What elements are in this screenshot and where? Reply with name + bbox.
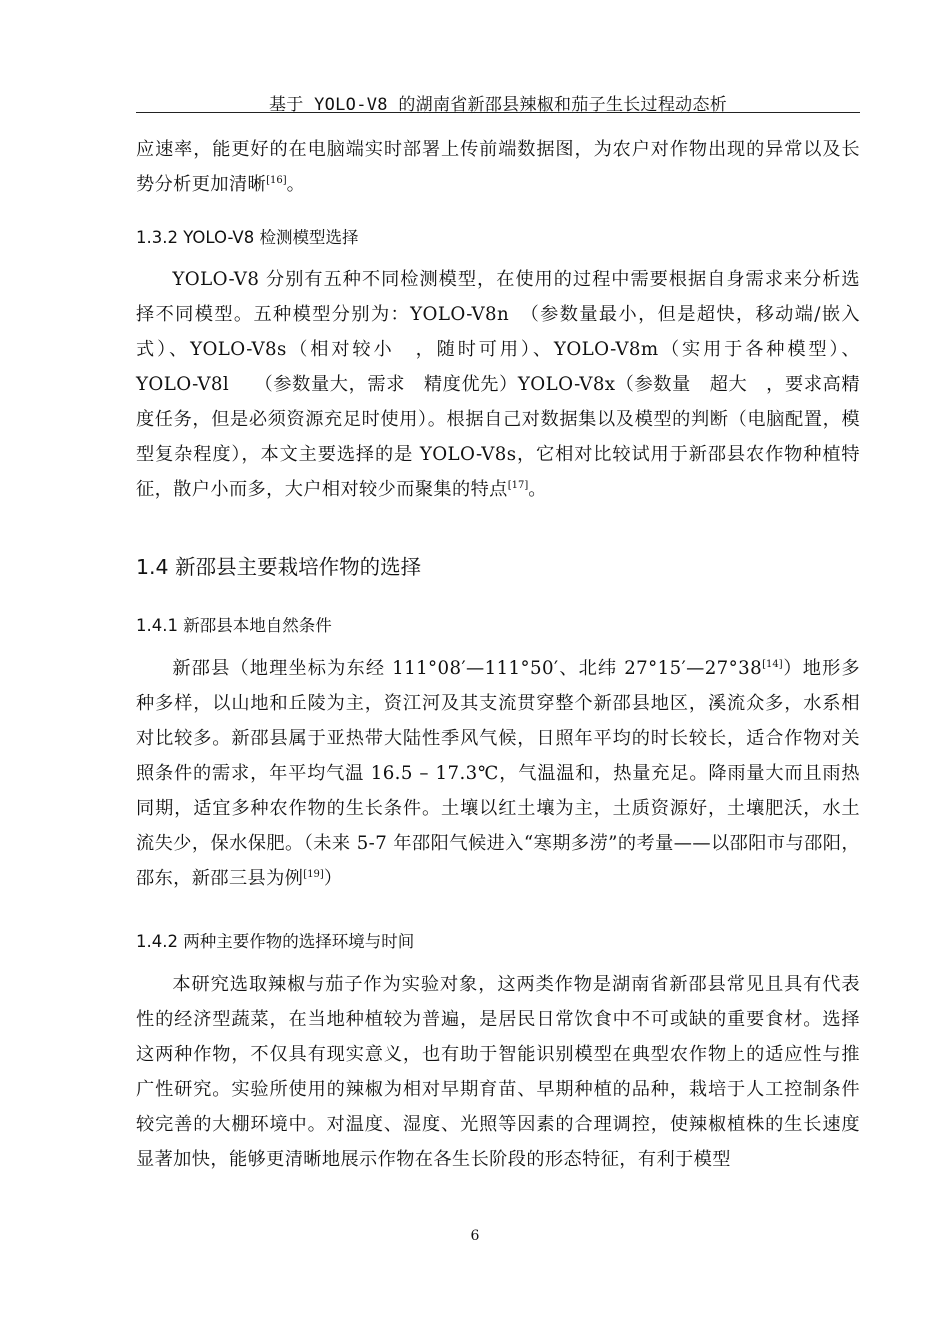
- heading-1-4: 1.4 新邵县主要栽培作物的选择: [136, 555, 422, 579]
- paragraph-1-4-2-text: 本研究选取辣椒与茄子作为实验对象，这两类作物是湖南省新邵县常见且具有代表性的经济型蔬菜，在当地种植较为普遍，是居民日常饮食中不可或缺的重要食材。选择这两种作物，不仅具有现实意义，也有助于智能识别模型在典型农作物上的适应性与推广性研究。实验所使用的辣椒为相对早期育苗、早期种植的品种，栽培于人工控制条件较完善的大棚环境中。对温度、湿度、光照等因素的合理调控，使辣椒植株的生长速度显著加快，能够更清晰地展示作物在各生长阶段的形态特征，有利于模型: [136, 974, 860, 1170]
- paragraph-1-4-1-text-b: ）地形多种多样，以山地和丘陵为主，资江河及其支流贯穿整个新邵县地区，溪流众多，水系相对比较多。新邵县属于亚热带大陆性季风气候，日照年平均的时长较长，适合作物对关照条件的需求，年平均气温 16.5 – 17.3℃，气温温和，热量充足。降雨量大而且雨热同期，适宜多种农作物的生长条件。土壤以红土壤为主，土质资源好，土壤肥沃，水土流失少，保水保肥。（未来 5-7 年邵阳气候进入“寒期多涝”的考量——以邵阳市与邵阳，邵东，新邵三县为例: [136, 658, 861, 889]
- paragraph-1-3-2-end: 。: [528, 479, 547, 500]
- citation-16: [16]: [266, 175, 287, 186]
- paragraph-1-4-1-end: ）: [323, 868, 343, 889]
- paragraph-1-4-2: [136, 967, 860, 1177]
- intro-text: 应速率，能更好的在电脑端实时部署上传前端数据图，为农户对作物出现的异常以及长势分析更加清晰: [136, 139, 860, 195]
- header-divider: [136, 112, 860, 113]
- citation-14: [14]: [762, 659, 783, 670]
- heading-1-4-2: 1.4.2 两种主要作物的选择环境与时间: [136, 932, 415, 951]
- page-number: 6: [470, 1228, 480, 1244]
- paragraph-1-4-1-text-a: 新邵县（地理坐标为东经 111°08′—111°50′、北纬 27°15′—27°38: [172, 658, 763, 679]
- heading-1-4-1: 1.4.1 新邵县本地自然条件: [136, 616, 332, 635]
- paragraph-1-3-2: [136, 262, 860, 507]
- paragraph-1-3-2-text: YOLO-V8 分别有五种不同检测模型，在使用的过程中需要根据自身需求来分析选择不同模型。五种模型分别为：YOLO-V8n （参数量最小，但是超快，移动端/嵌入式）、YOLO-V8s（相对较小 ，随时可用）、YOLO-V8m（实用于各种模型）、 YOLO-V8l （参数量大，需求 精度优先）YOLO-V8x（参数量 超大 ，要求高精度任务，但是必须资源充足时使用）。根据自己对数据集以及模型的判断（电脑配置，模型复杂程度），本文主要选择的是 YOLO-V8s，它相对比较试用于新邵县农作物种植特征，散户小而多，大户相对较少而聚集的特点: [136, 269, 860, 500]
- intro-end: 。: [286, 174, 306, 195]
- intro-paragraph: [136, 132, 860, 202]
- page-header-title: 基于 YOLO-V8 的湖南省新邵县辣椒和茄子生长过程动态析: [268, 95, 728, 115]
- heading-1-3-2: 1.3.2 YOLO-V8 检测模型选择: [136, 228, 359, 247]
- citation-17: [17]: [507, 480, 529, 491]
- paragraph-1-4-1: [136, 651, 860, 896]
- citation-19: [19]: [303, 869, 324, 880]
